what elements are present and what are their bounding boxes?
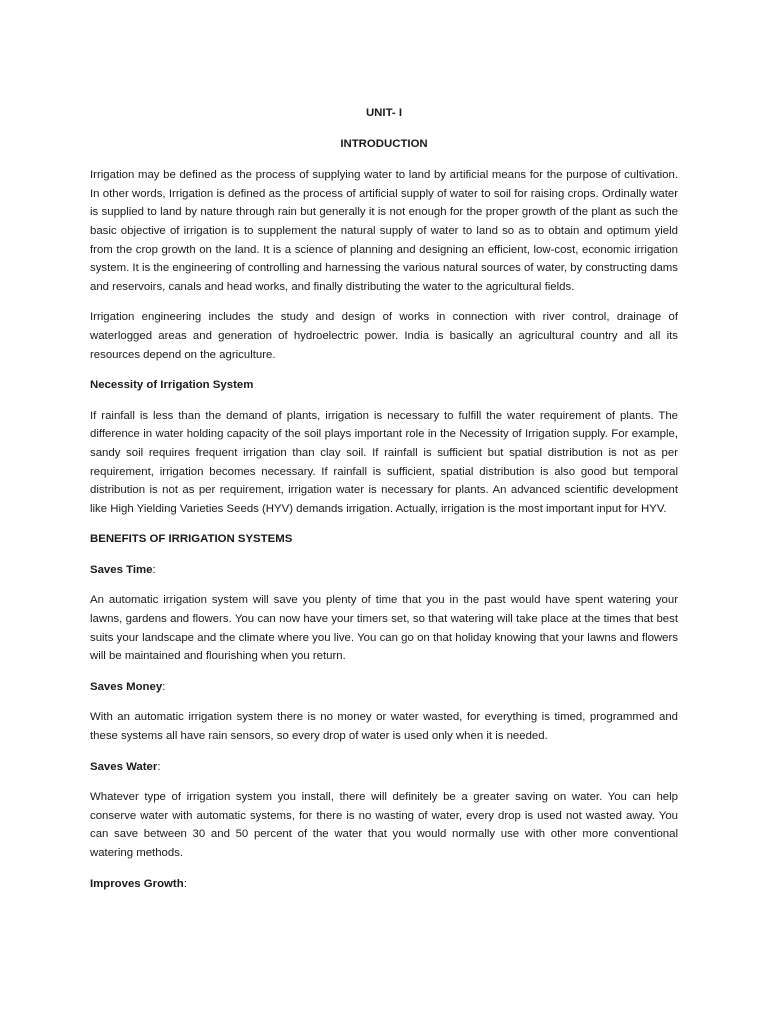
saves-money-colon: : — [162, 680, 166, 693]
saves-time-colon: : — [152, 563, 156, 576]
document-page — [90, 104, 678, 905]
benefits-heading: BENEFITS OF IRRIGATION SYSTEMS — [90, 533, 293, 546]
necessity-paragraph: If rainfall is less than the demand of plants, irrigation is necessary to fulfill the water requirement of plants. The difference in water holding capacity of the soil plays important role in the Necessity of Irrigation supply. For example, sandy soil requires frequent irrigation than clay soil. If rainfall is sufficient but spatial distribution is not as per requirement, irrigation becomes necessary. If rainfall is sufficient, spatial distribution is also good but temporal distribution is not as per requirement, irrigation water is necessary for plants. An advanced scientific development like High Yielding Varieties Seeds (HYV) demands irrigation. Actually, irrigation is the most important input for HYV. — [90, 409, 678, 515]
saves-money-heading — [90, 678, 678, 697]
saves-time-paragraph: An automatic irrigation system will save you plenty of time that you in the past would have spent watering your lawns, gardens and flowers. You can now have your timers set, so that watering will take place at the times that best suits your landscape and the climate where you live. You can go on that holiday knowing that your lawns and flowers will be maintained and flourishing when you return. — [90, 594, 678, 663]
improves-growth-heading — [90, 875, 678, 894]
necessity-heading: Necessity of Irrigation System — [90, 379, 254, 392]
saves-time-heading — [90, 561, 678, 580]
saves-money-paragraph: With an automatic irrigation system there is no money or water wasted, for everything is timed, programmed and these systems all have rain sensors, so every drop of water is used only when it is needed. — [90, 711, 678, 743]
intro-paragraph-1: Irrigation may be defined as the process of supplying water to land by artificial means for the purpose of cultivation. In other words, Irrigation is defined as the process of artificial supply of water to soil for raising crops. Ordinally water is supplied to land by nature through rain but generally it is not enough for the proper growth of the plant as such the basic objective of irrigation is to supplement the natural supply of water to land so as to obtain and optimum yield from the crop growth on the land. It is a science of planning and designing an efficient, low-cost, economic irrigation system. It is the engineering of controlling and harnessing the various natural sources of water, by constructing dams and reservoirs, canals and head works, and finally distributing the water to the agricultural fields. — [90, 169, 678, 293]
saves-water-heading — [90, 758, 678, 777]
introduction-heading: INTRODUCTION — [340, 137, 428, 150]
unit-heading: UNIT- I — [365, 107, 403, 119]
improves-growth-label: Improves Growth — [90, 877, 184, 890]
intro-paragraph-2: Irrigation engineering includes the study and design of works in connection with river control, drainage of waterlogged areas and generation of hydroelectric power. India is basically an agricultural country and all its resources depend on the agriculture. — [90, 311, 678, 361]
saves-money-label: Saves Money — [90, 680, 163, 693]
saves-time-label: Saves Time — [90, 563, 153, 576]
saves-water-colon: : — [157, 760, 161, 773]
saves-water-paragraph: Whatever type of irrigation system you install, there will definitely be a greater saving on water. You can help conserve water with automatic systems, for there is no wasting of water, every drop is used not wasted away. You can save between 30 and 50 percent of the water that you would normally use with other more conventional watering methods. — [90, 791, 678, 859]
improves-growth-colon: : — [183, 877, 187, 890]
saves-water-label: Saves Water — [90, 760, 158, 773]
